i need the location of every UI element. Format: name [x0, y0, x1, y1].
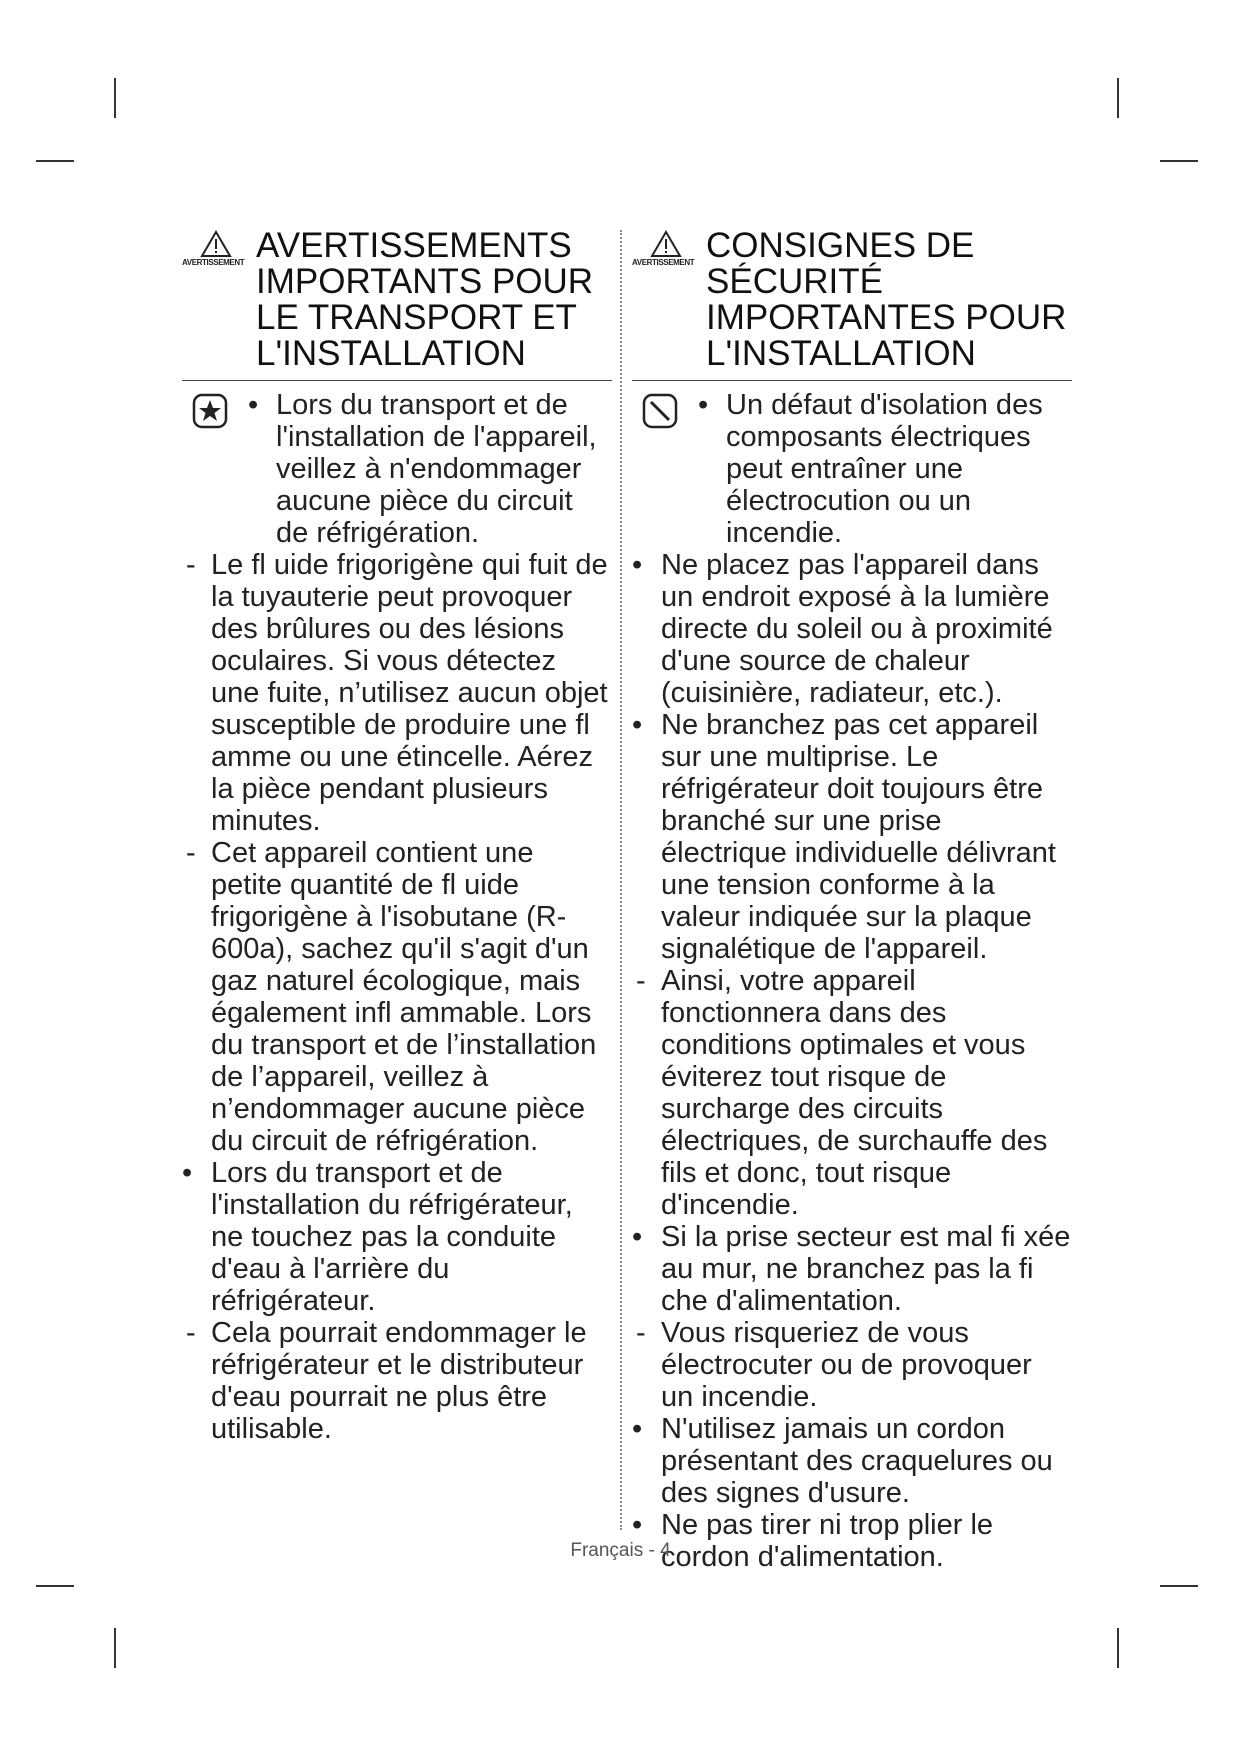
bullet-mark: •: [632, 1221, 643, 1253]
item-text: Si la prise secteur est mal fi xée au mur, ne branchez pas la fi che d'alimentation.: [661, 1221, 1071, 1317]
list-item: [182, 837, 612, 1157]
item-text: Ne branchez pas cet appareil sur une multiprise. Le réfrigérateur doit toujours être branché sur une prise électrique individuelle délivrant une tension conforme à la valeur indiquée sur la plaque signalétique de l'appareil.: [661, 709, 1056, 965]
dash-mark: -: [636, 965, 646, 997]
crop-mark: [114, 78, 116, 118]
list-item: [632, 1221, 1072, 1317]
list-item: [632, 549, 1072, 709]
item-text: Vous risqueriez de vous électrocuter ou de provoquer un incendie.: [661, 1317, 1032, 1413]
list-item: [182, 1317, 612, 1445]
list-item: [632, 1413, 1072, 1509]
bullet-mark: •: [182, 1157, 193, 1189]
dash-mark: -: [186, 1317, 196, 1349]
safety-installation-instructions: [632, 228, 1072, 1573]
warning-badge: [632, 230, 698, 274]
heading-divider: [632, 380, 1072, 381]
warning-badge: [182, 230, 248, 274]
dash-mark: -: [186, 549, 196, 581]
crop-mark: [1160, 160, 1198, 162]
star-icon: [192, 393, 228, 429]
page-number: Français - 4: [570, 1540, 671, 1561]
bullet-mark: •: [632, 709, 643, 741]
crop-mark: [1160, 1585, 1198, 1587]
bullet-mark: •: [698, 389, 709, 421]
item-text: Ne pas tirer ni trop plier le cordon d'alimentation.: [661, 1509, 994, 1573]
item-text: Un défaut d'isolation des composants électriques peut entraîner une électrocution ou un incendie.: [726, 389, 1043, 549]
heading-divider: [182, 380, 612, 381]
item-text: Lors du transport et de l'installation de l'appareil, veillez à n'endommager aucune pièce du circuit de réfrigération.: [276, 389, 597, 549]
bullet-mark: •: [632, 1509, 643, 1541]
crop-mark: [1117, 78, 1119, 118]
warning-label: AVERTISSEMENT: [182, 258, 245, 267]
list-item: [632, 965, 1072, 1221]
list-item: [632, 709, 1072, 965]
bullet-mark: •: [248, 389, 259, 421]
transport-installation-warnings: [182, 228, 612, 1445]
list-item: [632, 389, 1072, 549]
bullet-mark: •: [632, 1413, 643, 1445]
item-text: Cet appareil contient une petite quantité de fl uide frigorigène à l'isobutane (R-600a), sachez qu'il s'agit d'un gaz naturel écologique, mais également infl ammable. Lors du transport et de l’installation de l’appareil, veillez à n’endommager aucune pièce du circuit de réfrigération.: [211, 837, 597, 1157]
column-divider: [620, 230, 622, 1530]
list-item: [182, 549, 612, 837]
item-text: Le fl uide frigorigène qui fuit de la tuyauterie peut provoquer des brûlures ou des lésions oculaires. Si vous détectez une fuite, n’utilisez aucun objet susceptible de produire une fl amme ou une étincelle. Aérez la pièce pendant plusieurs minutes.: [211, 549, 608, 837]
item-text: Lors du transport et de l'installation du réfrigérateur, ne touchez pas la conduite d'eau à l'arrière du réfrigérateur.: [211, 1157, 573, 1317]
warning-label: AVERTISSEMENT: [632, 258, 695, 267]
list-item: [182, 1157, 612, 1317]
crop-mark: [1117, 1628, 1119, 1668]
crop-mark: [36, 160, 74, 162]
item-text: Ainsi, votre appareil fonctionnera dans des conditions optimales et vous éviterez tout risque de surcharge des circuits électriques, de surchauffe des fils et donc, tout risque d'incendie.: [661, 965, 1048, 1221]
dash-mark: -: [186, 837, 196, 869]
item-text: N'utilisez jamais un cordon présentant des craquelures ou des signes d'usure.: [661, 1413, 1053, 1509]
bullet-mark: •: [632, 549, 643, 581]
section-title: CONSIGNES DE SÉCURITÉ IMPORTANTES POUR L'INSTALLATION: [706, 226, 1067, 373]
section-title: AVERTISSEMENTS IMPORTANTS POUR LE TRANSPORT ET L'INSTALLATION: [256, 226, 594, 373]
warning-triangle-icon: [650, 230, 682, 258]
item-text: Cela pourrait endommager le réfrigérateur et le distributeur d'eau pourrait ne plus être utilisable.: [211, 1317, 587, 1445]
dash-mark: -: [636, 1317, 646, 1349]
list-item: [632, 1317, 1072, 1413]
warning-triangle-icon: [200, 230, 232, 258]
crop-mark: [114, 1628, 116, 1668]
section-heading: [632, 228, 1072, 372]
item-text: Ne placez pas l'appareil dans un endroit exposé à la lumière directe du soleil ou à proximité d'une source de chaleur (cuisinière, radiateur, etc.).: [661, 549, 1053, 709]
section-heading: [182, 228, 612, 372]
list-item: [182, 389, 612, 549]
prohibited-icon: [642, 393, 678, 429]
crop-mark: [36, 1585, 74, 1587]
